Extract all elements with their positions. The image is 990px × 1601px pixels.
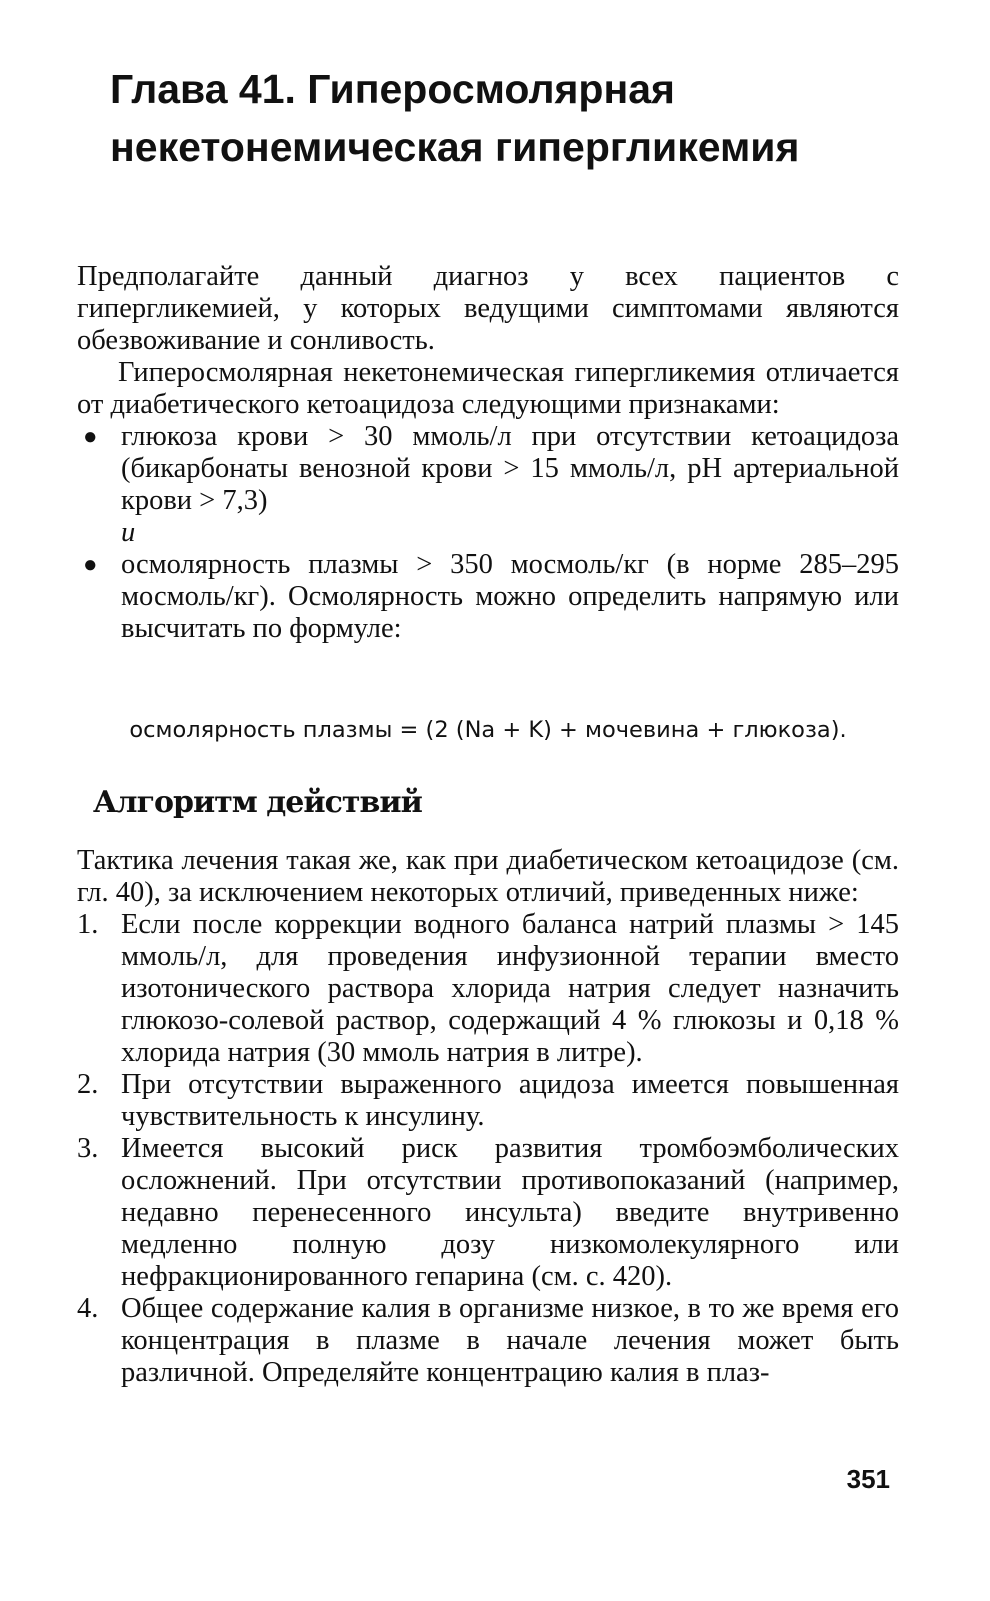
list-item xyxy=(77,549,899,645)
page-number: 351 xyxy=(846,1464,890,1494)
step-text: Если после коррекции водного баланса натрий плазмы > 145 ммоль/л, для проведения инфузионной терапии вместо изотонического раствора хлорида натрия следует назначить глюкозо-солевой раствор, содержащий 4 % глюкозы и 0,18 % хлорида натрия (30 ммоль натрия в литре). xyxy=(121,909,899,1068)
conjunction-and: и xyxy=(121,517,136,548)
intro-paragraph-2: Гиперосмолярная некетонемическая гипергликемия отличается от диабетического кетоацидоза следующими признаками: xyxy=(77,357,899,420)
algorithm-steps xyxy=(77,909,899,1389)
section-title-algorithm: Алгоритм действий xyxy=(93,785,422,820)
step-text: Общее содержание калия в организме низкое, в то же время его концентрация в плазме в начале лечения может быть различной. Определяйте концентрацию калия в плаз- xyxy=(121,1293,899,1388)
list-item xyxy=(77,909,899,1069)
algorithm-intro: Тактика лечения такая же, как при диабетическом кетоацидозе (см. гл. 40), за исключением некоторых отличий, приведенных ниже: xyxy=(77,845,899,908)
chapter-title-line-2: некетонемическая гипергликемия xyxy=(110,124,800,170)
list-item xyxy=(77,1133,899,1293)
criterion-osmolarity: осмолярность плазмы > 350 мосмоль/кг (в норме 285–295 мосмоль/кг). Осмолярность можно определить напрямую или высчитать по формуле: xyxy=(121,549,899,644)
chapter-title-line-1: Глава 41. Гиперосмолярная xyxy=(110,66,675,112)
step-text: Имеется высокий риск развития тромбоэмболических осложнений. При отсутствии противопоказаний (например, недавно перенесенного инсульта) введите внутривенно медленно полную дозу низкомолекулярного или нефракционированного гепарина (см. с. 420). xyxy=(121,1133,899,1292)
step-text: При отсутствии выраженного ацидоза имеется повышенная чувствительность к инсулину. xyxy=(121,1069,899,1132)
intro-block xyxy=(77,261,899,645)
bullet-icon: ● xyxy=(83,552,98,578)
chapter-title xyxy=(110,60,910,176)
criteria-list xyxy=(77,421,899,517)
intro-paragraph-1: Предполагайте данный диагноз у всех пациентов с гипергликемией, у которых ведущими симптомами являются обезвоживание и сонливость. xyxy=(77,261,899,356)
list-item xyxy=(77,1293,899,1389)
algorithm-block xyxy=(77,845,899,1389)
osmolarity-formula: осмолярность плазмы = (2 (Na + K) + мочевина + глюкоза). xyxy=(129,717,847,743)
step-number: 3. xyxy=(77,1133,99,1164)
list-item xyxy=(77,421,899,517)
bullet-icon: ● xyxy=(83,424,98,450)
step-number: 1. xyxy=(77,909,99,940)
criterion-glucose: глюкоза крови > 30 ммоль/л при отсутствии кетоацидоза (бикарбонаты венозной крови > 15 ммоль/л, pH артериальной крови > 7,3) xyxy=(121,421,899,516)
criteria-list-continued xyxy=(77,549,899,645)
step-number: 2. xyxy=(77,1069,99,1100)
list-item xyxy=(77,1069,899,1133)
step-number: 4. xyxy=(77,1293,99,1324)
